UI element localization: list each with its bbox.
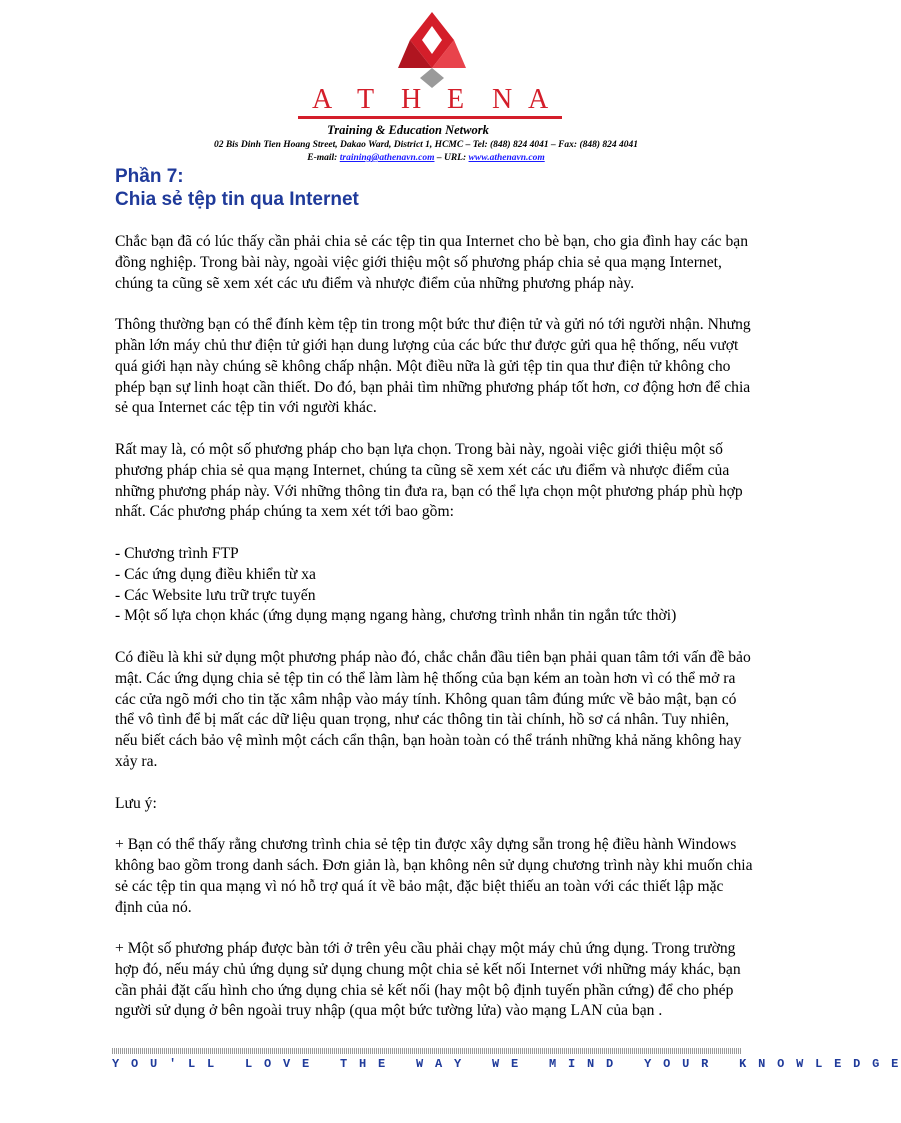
part-title: Phần 7: [115, 166, 184, 187]
list-item: - Một số lựa chọn khác (ứng dụng mạng ngang hàng, chương trình nhắn tin ngắn tức thời) [115, 607, 677, 625]
email-label: E-mail: [307, 153, 340, 163]
list-item: - Các ứng dụng điều khiển từ xa [115, 565, 316, 583]
note-windows-sharing: + Bạn có thể thấy rằng chương trình chia sẻ tệp tin được xây dựng sẵn trong hệ điều hành Windows không bao gồm trong danh sách. Đơn giản là, bạn không nên sử dụng chương trình này khi muốn chia sẻ các tệp tin qua mạng vì nó hỗ trợ quá ít về bảo mật, đặc biệt thiếu an toàn với các thiết lập mặc định của nó. [115, 836, 753, 916]
list-item: - Các Website lưu trữ trực tuyến [115, 586, 316, 604]
website-link[interactable]: www.athenavn.com [468, 153, 545, 163]
brand-letter: A [528, 84, 549, 115]
page-title: Chia sẻ tệp tin qua Internet [115, 189, 359, 210]
paragraph-security: Có điều là khi sử dụng một phương pháp nào đó, chắc chắn đầu tiên bạn phải quan tâm tới vấn đề bảo mật. Các ứng dụng chia sẻ tệp tin có thể làm làm hệ thống của bạn kém an toàn hơn vì có thể mở ra các cửa ngõ mới cho tin tặc xâm nhập vào máy tính. Không quan tâm đúng mức về bảo mật, bạn có thể vô tình để bị mất các dữ liệu quan trọng, như các thông tin tài chính, hồ sơ cá nhân. Tuy nhiên, nếu biết cách bảo vệ mình một cách cẩn thận, bạn hoàn toàn có thể tránh những khả năng không hay xảy ra. [115, 648, 751, 770]
paragraph-email-limits: Thông thường bạn có thể đính kèm tệp tin trong một bức thư điện tử và gửi nó tới người nhận. Nhưng phần lớn máy chủ thư điện tử giới hạn dung lượng của các bức thư được gửi qua hệ thống, nếu vượt quá giới hạn này chúng sẽ không chấp nhận. Một điều nữa là gửi tệp tin qua thư điện tử không cho phép bạn sự linh hoạt cần thiết. Do đó, bạn phải tìm những phương pháp tốt hơn, cơ động hơn để chia sẻ qua Internet các tệp tin với người khác. [115, 316, 751, 417]
athena-logo-icon [390, 12, 474, 88]
url-label: – URL: [434, 153, 469, 163]
brand-letter: E [447, 84, 465, 115]
list-item: - Chương trình FTP [115, 544, 239, 562]
brand-name [300, 84, 560, 116]
footer-divider [112, 1048, 742, 1054]
contact-line [0, 153, 852, 163]
brand-letter: T [357, 84, 375, 115]
brand-letter: H [401, 84, 422, 115]
brand-letter: A [312, 84, 333, 115]
paragraph-intro: Chắc bạn đã có lúc thấy cần phải chia sẻ các tệp tin qua Internet cho bè bạn, cho gia đình hay các bạn đồng nghiệp. Trong bài này, ngoài việc giới thiệu một số phương pháp chia sẻ qua mạng Internet, chúng ta cũng sẽ xem xét các ưu điểm và nhược điểm của những phương pháp này. [115, 233, 749, 292]
paragraph-methods: Rất may là, có một số phương pháp cho bạn lựa chọn. Trong bài này, ngoài việc giới thiệu một số phương pháp chia sẻ qua mạng Internet, chúng ta cũng sẽ xem xét các ưu điểm và nhược điểm của những phương pháp này. Với những thông tin đưa ra, bạn có thể lựa chọn một phương pháp phù hợp nhất. Các phương pháp chúng ta xem xét tới bao gồm: [115, 440, 743, 521]
methods-list [115, 544, 755, 627]
brand-underline [298, 116, 562, 119]
document-body [115, 232, 755, 1043]
brand-letter: N [492, 84, 513, 115]
note-label: Lưu ý: [115, 794, 157, 812]
footer-slogan: Y O U ' L L L O V E T H E W A Y W E M I N D Y O U R K N O W L E D G E [112, 1057, 901, 1071]
email-link[interactable]: training@athenavn.com [339, 153, 435, 163]
address: 02 Bis Dinh Tien Hoang Street, Dakao Ward, District 1, HCMC – Tel: (848) 824 4041 – Fax: (848) 824 4041 [213, 140, 639, 150]
note-app-server: + Một số phương pháp được bàn tới ở trên yêu cầu phải chạy một máy chủ ứng dụng. Trong trường hợp đó, nếu máy chủ ứng dụng sử dụng chung một chia sẻ kết nối Internet với những máy khác, bạn cần phải đặt cấu hình cho ứng dụng chia sẻ kết nối (hay một bộ định tuyến phần cứng) để cho phép người sử dụng ở bên ngoài truy nhập (qua một bức tường lửa) vào mạng LAN của bạn . [115, 940, 741, 1020]
tagline: Training & Education Network [327, 123, 489, 137]
